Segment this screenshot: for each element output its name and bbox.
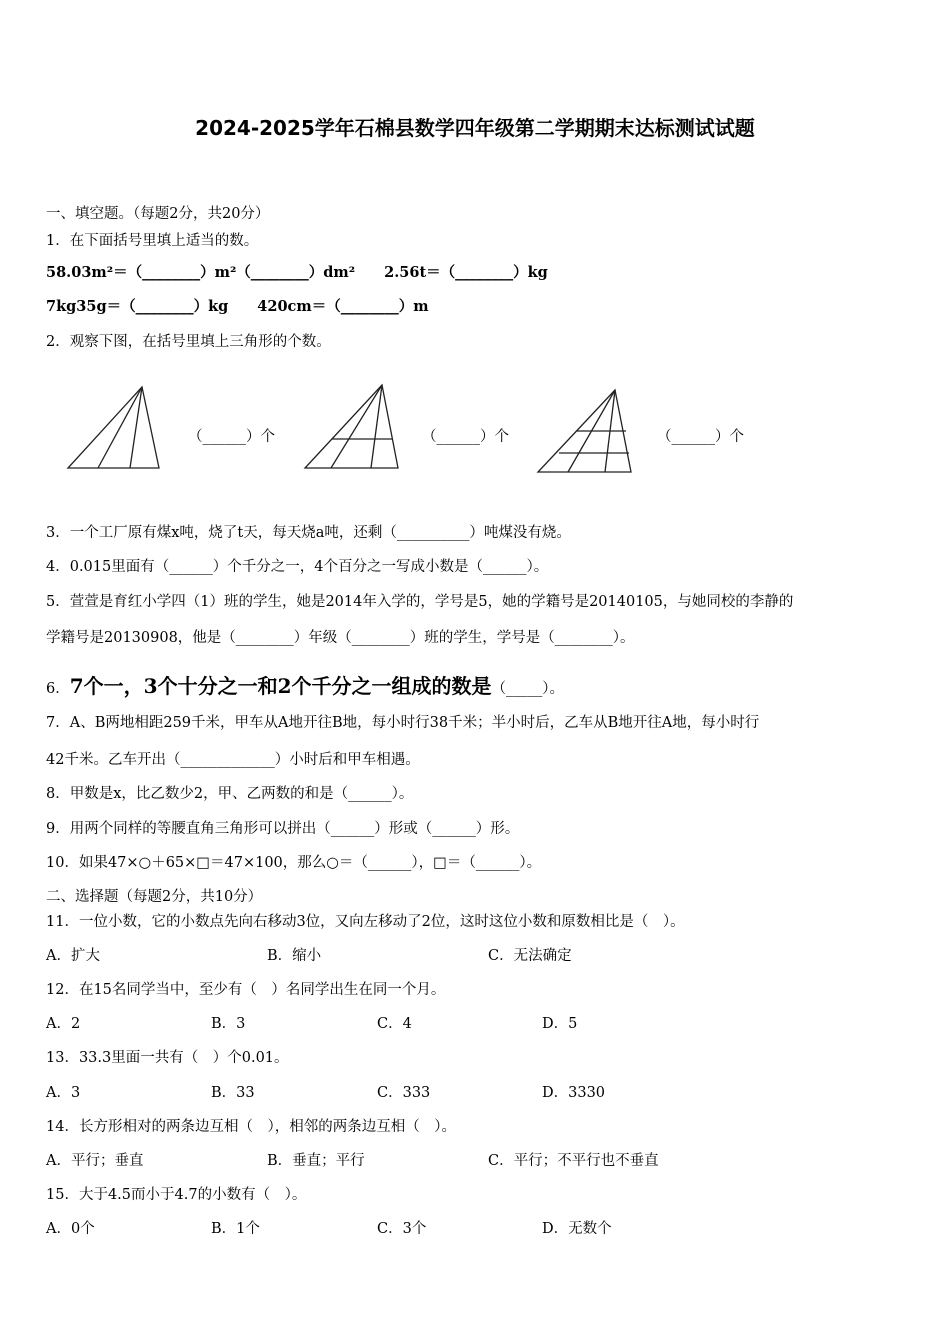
question-10: 10．如果47×○＋65×□＝47×100，那么○＝（______），□＝（______）。 bbox=[46, 855, 542, 871]
question-2-blank-1: （______）个 bbox=[188, 429, 275, 445]
question-12-option-a: A．2 bbox=[46, 1016, 81, 1032]
question-15-option-a: A．0个 bbox=[46, 1221, 95, 1237]
question-1-stem: 1．在下面括号里填上适当的数。 bbox=[46, 233, 259, 249]
question-12-stem: 12．在15名同学当中，至少有（ ）名同学出生在同一个月。 bbox=[46, 982, 446, 998]
question-13-option-a: A．3 bbox=[46, 1085, 81, 1101]
question-14-stem: 14．长方形相对的两条边互相（ ），相邻的两条边互相（ ）。 bbox=[46, 1119, 456, 1135]
question-14-option-a: A．平行；垂直 bbox=[46, 1153, 144, 1169]
question-11-option-c: C．无法确定 bbox=[488, 948, 572, 964]
question-9: 9．用两个同样的等腰直角三角形可以拼出（______）形或（______）形。 bbox=[46, 821, 520, 837]
triangle-figure-2 bbox=[298, 380, 408, 475]
question-3: 3．一个工厂原有煤x吨，烧了t天，每天烧a吨，还剩（__________）吨煤没有烧。 bbox=[46, 525, 571, 541]
section-heading-fill-in: 一、填空题。（每题2分，共20分） bbox=[46, 206, 270, 222]
triangle-figure-3 bbox=[533, 385, 638, 477]
question-12-option-b: B．3 bbox=[211, 1016, 246, 1032]
page-title: 2024-2025学年石棉县数学四年级第二学期期末达标测试试题 bbox=[195, 116, 755, 140]
question-13-option-d: D．3330 bbox=[542, 1085, 606, 1101]
question-14-option-c: C．平行；不平行也不垂直 bbox=[488, 1153, 659, 1169]
question-11-option-b: B．缩小 bbox=[267, 948, 322, 964]
question-15-option-b: B．1个 bbox=[211, 1221, 260, 1237]
question-15-option-d: D．无数个 bbox=[542, 1221, 612, 1237]
question-5-line-2: 学籍号是20130908，他是（________）年级（________）班的学生，学号是（________）。 bbox=[46, 630, 635, 646]
question-1-row-1: 58.03m²＝（________）m²（________）dm² 2.56t＝（________）kg bbox=[46, 264, 548, 281]
question-2-stem: 2．观察下图，在括号里填上三角形的个数。 bbox=[46, 334, 331, 350]
question-13-option-b: B．33 bbox=[211, 1085, 255, 1101]
question-12-option-c: C．4 bbox=[377, 1016, 412, 1032]
question-15-option-c: C．3个 bbox=[377, 1221, 427, 1237]
question-4: 4．0.015里面有（______）个千分之一，4个百分之一写成小数是（______）。 bbox=[46, 559, 549, 575]
question-1-row-2: 7kg35g＝（________）kg 420cm＝（________）m bbox=[46, 298, 429, 315]
question-6 bbox=[46, 670, 564, 699]
section-heading-choice: 二、选择题（每题2分，共10分） bbox=[46, 889, 263, 905]
question-11-stem: 11．一位小数，它的小数点先向右移动3位，又向左移动了2位，这时这位小数和原数相比是（ ）。 bbox=[46, 914, 685, 930]
question-5-line-1: 5．萱萱是育红小学四（1）班的学生，她是2014年入学的，学号是5，她的学籍号是20140105，与她同校的李静的 bbox=[46, 594, 794, 610]
question-7-line-1: 7．A、B两地相距259千米，甲车从A地开往B地，每小时行38千米；半小时后，乙车从B地开往A地，每小时行 bbox=[46, 715, 760, 731]
question-2-blank-2: （______）个 bbox=[422, 429, 509, 445]
question-11-option-a: A．扩大 bbox=[46, 948, 100, 964]
question-6-number: 6． bbox=[46, 681, 70, 697]
question-14-option-b: B．垂直；平行 bbox=[267, 1153, 365, 1169]
question-12-option-d: D．5 bbox=[542, 1016, 578, 1032]
question-2-blank-3: （______）个 bbox=[657, 429, 744, 445]
question-8: 8．甲数是x，比乙数少2，甲、乙两数的和是（______）。 bbox=[46, 786, 414, 802]
question-6-text: 7个一，3个十分之一和2个千分之一组成的数是 bbox=[69, 674, 492, 698]
question-6-tail: （_____）。 bbox=[491, 681, 564, 697]
question-13-stem: 13．33.3里面一共有（ ）个0.01。 bbox=[46, 1050, 289, 1066]
question-13-option-c: C．333 bbox=[377, 1085, 431, 1101]
triangle-figure-1 bbox=[60, 382, 170, 477]
question-7-line-2: 42千米。乙车开出（_____________）小时后和甲车相遇。 bbox=[46, 752, 420, 768]
question-15-stem: 15．大于4.5而小于4.7的小数有（ ）。 bbox=[46, 1187, 307, 1203]
